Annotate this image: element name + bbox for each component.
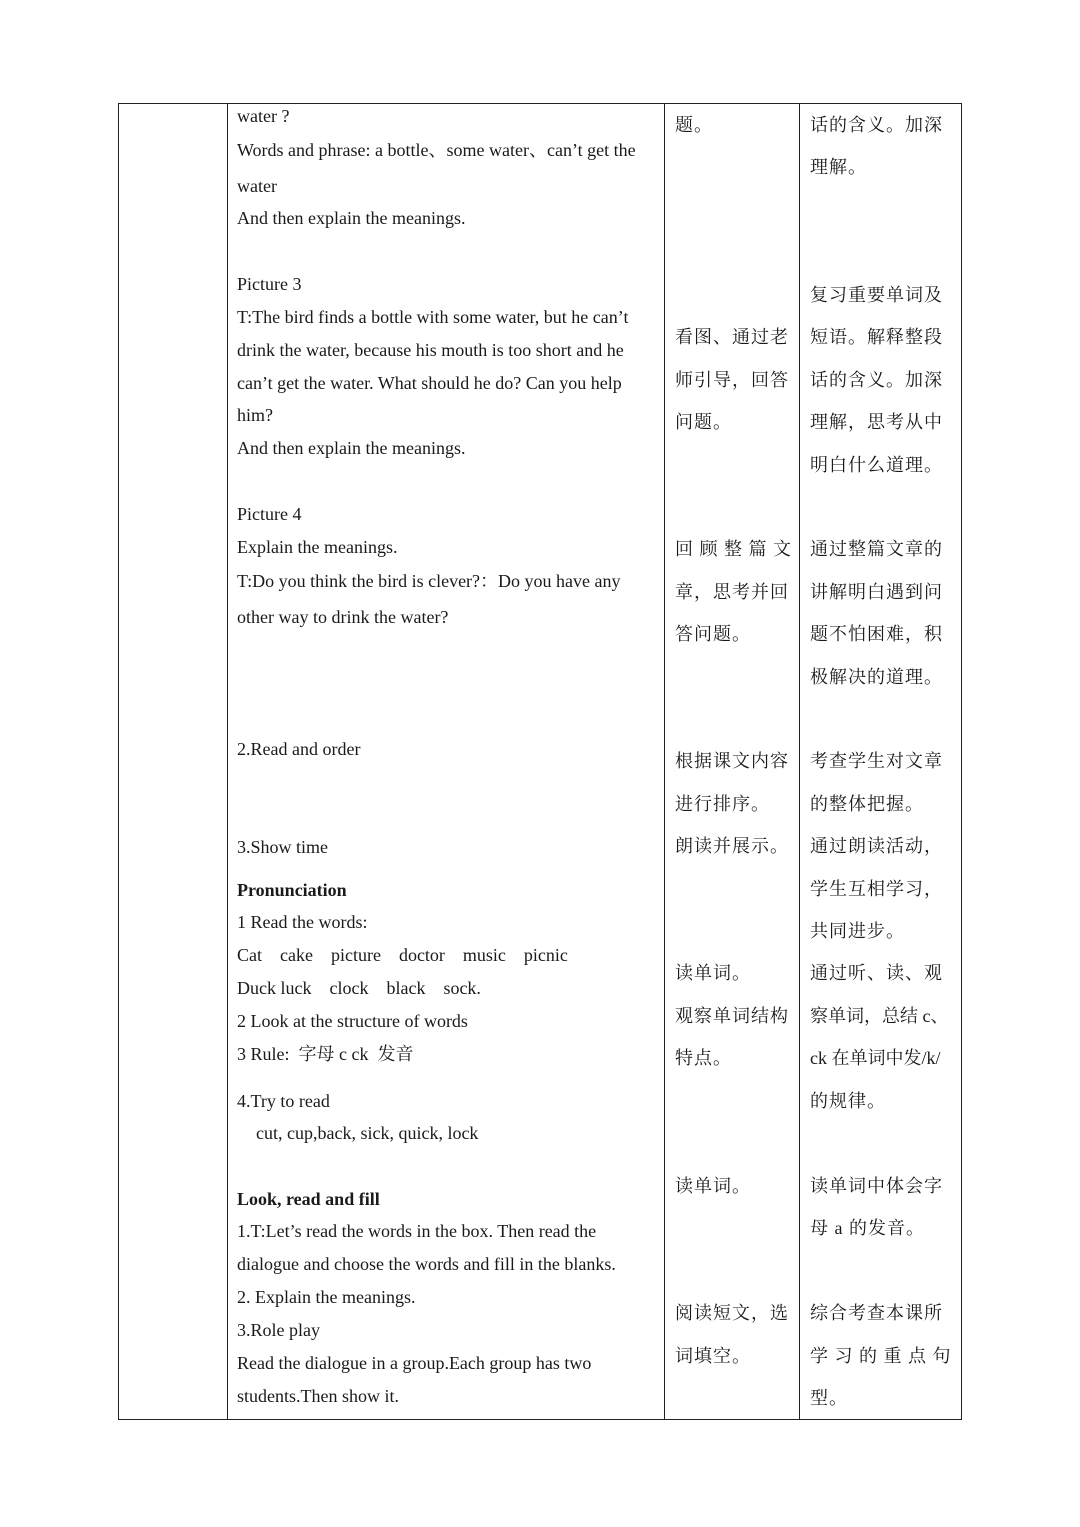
design-purpose-line: 短语。解释整段 bbox=[810, 327, 943, 347]
look-read-fill-heading: Look, read and fill bbox=[237, 1189, 380, 1209]
content-line: dialogue and choose the words and fill in the blanks. bbox=[237, 1254, 616, 1274]
table-border-left bbox=[118, 103, 119, 1420]
pronunciation-heading: Pronunciation bbox=[237, 880, 347, 900]
rule-line: 3 Rule: 字母 c ck 发音 bbox=[237, 1044, 414, 1064]
design-purpose-line: 话的含义。加深 bbox=[810, 370, 943, 390]
content-line: students.Then show it. bbox=[237, 1386, 399, 1406]
design-purpose-line: 考查学生对文章 bbox=[810, 751, 943, 771]
design-purpose-line: 通过听、读、观 bbox=[810, 963, 943, 983]
design-purpose-line: 型。 bbox=[810, 1388, 848, 1408]
student-activity-line: 朗读并展示。 bbox=[675, 836, 789, 856]
picture-3-heading: Picture 3 bbox=[237, 274, 302, 294]
try-to-read-words: cut, cup,back, sick, quick, lock bbox=[256, 1123, 479, 1143]
content-line: And then explain the meanings. bbox=[237, 208, 466, 228]
try-to-read-heading: 4.Try to read bbox=[237, 1091, 330, 1111]
student-activity-line: 读单词。 bbox=[675, 1176, 751, 1196]
student-activity-line: 师引导，回答 bbox=[675, 370, 789, 390]
content-line: 1.T:Let’s read the words in the box. Then read the bbox=[237, 1221, 597, 1241]
design-purpose-line: 理解。 bbox=[810, 157, 867, 177]
student-activity-line: 根据课文内容 bbox=[675, 751, 789, 771]
content-line: T:The bird finds a bottle with some water, but he can’t bbox=[237, 307, 629, 327]
student-activity-line: 阅读短文，选 bbox=[675, 1303, 789, 1323]
student-activity-line: 读单词。 bbox=[675, 963, 751, 983]
content-line: water ? bbox=[237, 106, 290, 126]
design-purpose-line: 讲解明白遇到问 bbox=[810, 582, 943, 602]
student-activity-line: 特点。 bbox=[675, 1048, 732, 1068]
student-activity-line: 看图、通过老 bbox=[675, 327, 789, 347]
student-activity-line: 回 顾 整 篇 文 bbox=[675, 539, 792, 559]
content-line: drink the water, because his mouth is too short and he bbox=[237, 340, 624, 360]
content-line: Explain the meanings. bbox=[237, 537, 398, 557]
content-line: other way to drink the water? bbox=[237, 607, 449, 627]
student-activity-line: 章，思考并回 bbox=[675, 582, 789, 602]
student-activity-line: 问题。 bbox=[675, 412, 732, 432]
design-purpose-line: 学生互相学习， bbox=[810, 879, 943, 899]
content-line: Words and phrase: a bottle、some water、can’t get the bbox=[237, 140, 636, 160]
content-line: 3.Role play bbox=[237, 1320, 320, 1340]
design-purpose-line: 复习重要单词及 bbox=[810, 285, 943, 305]
design-purpose-line: 理解，思考从中 bbox=[810, 412, 943, 432]
content-line: can’t get the water. What should he do? Can you help bbox=[237, 373, 622, 393]
column-divider-3 bbox=[799, 103, 800, 1420]
content-line: water bbox=[237, 176, 277, 196]
table-top-border bbox=[118, 103, 962, 104]
design-purpose-line: 察单词，总结 c、 bbox=[810, 1006, 949, 1026]
student-activity-line: 答问题。 bbox=[675, 624, 751, 644]
content-line: 2 Look at the structure of words bbox=[237, 1011, 468, 1031]
content-line: Read the dialogue in a group.Each group has two bbox=[237, 1353, 592, 1373]
design-purpose-line: 学 习 的 重 点 句 bbox=[810, 1346, 952, 1366]
student-activity-line: 进行排序。 bbox=[675, 794, 770, 814]
design-purpose-line: 母 a 的发音。 bbox=[810, 1218, 925, 1238]
design-purpose-line: 读单词中体会字 bbox=[810, 1176, 943, 1196]
design-purpose-line: 题不怕困难，积 bbox=[810, 624, 943, 644]
design-purpose-line: 的规律。 bbox=[810, 1091, 886, 1111]
content-line: him? bbox=[237, 405, 273, 425]
design-purpose-line: 综合考查本课所 bbox=[810, 1303, 943, 1323]
column-divider-2 bbox=[664, 103, 665, 1420]
content-line: 1 Read the words: bbox=[237, 912, 368, 932]
content-line: And then explain the meanings. bbox=[237, 438, 466, 458]
table-border-right bbox=[961, 103, 962, 1420]
design-purpose-line: 通过整篇文章的 bbox=[810, 539, 943, 559]
student-activity-line: 题。 bbox=[675, 115, 713, 135]
student-activity-line: 观察单词结构 bbox=[675, 1006, 789, 1026]
design-purpose-line: 明白什么道理。 bbox=[810, 455, 943, 475]
design-purpose-line: 话的含义。加深 bbox=[810, 115, 943, 135]
design-purpose-line: 极解决的道理。 bbox=[810, 667, 943, 687]
content-line: T:Do you think the bird is clever?：Do you have any bbox=[237, 571, 621, 591]
picture-4-heading: Picture 4 bbox=[237, 504, 302, 524]
column-divider-1 bbox=[227, 103, 228, 1420]
word-list-1: Cat cake picture doctor music picnic bbox=[237, 945, 568, 965]
content-line: 2. Explain the meanings. bbox=[237, 1287, 416, 1307]
design-purpose-line: ck 在单词中发/k/ bbox=[810, 1048, 941, 1068]
read-and-order-heading: 2.Read and order bbox=[237, 739, 361, 759]
student-activity-line: 词填空。 bbox=[675, 1346, 751, 1366]
design-purpose-line: 通过朗读活动， bbox=[810, 836, 943, 856]
word-list-2: Duck luck clock black sock. bbox=[237, 978, 481, 998]
table-bottom-border bbox=[118, 1419, 962, 1420]
show-time-heading: 3.Show time bbox=[237, 837, 329, 857]
design-purpose-line: 共同进步。 bbox=[810, 921, 905, 941]
design-purpose-line: 的整体把握。 bbox=[810, 794, 924, 814]
